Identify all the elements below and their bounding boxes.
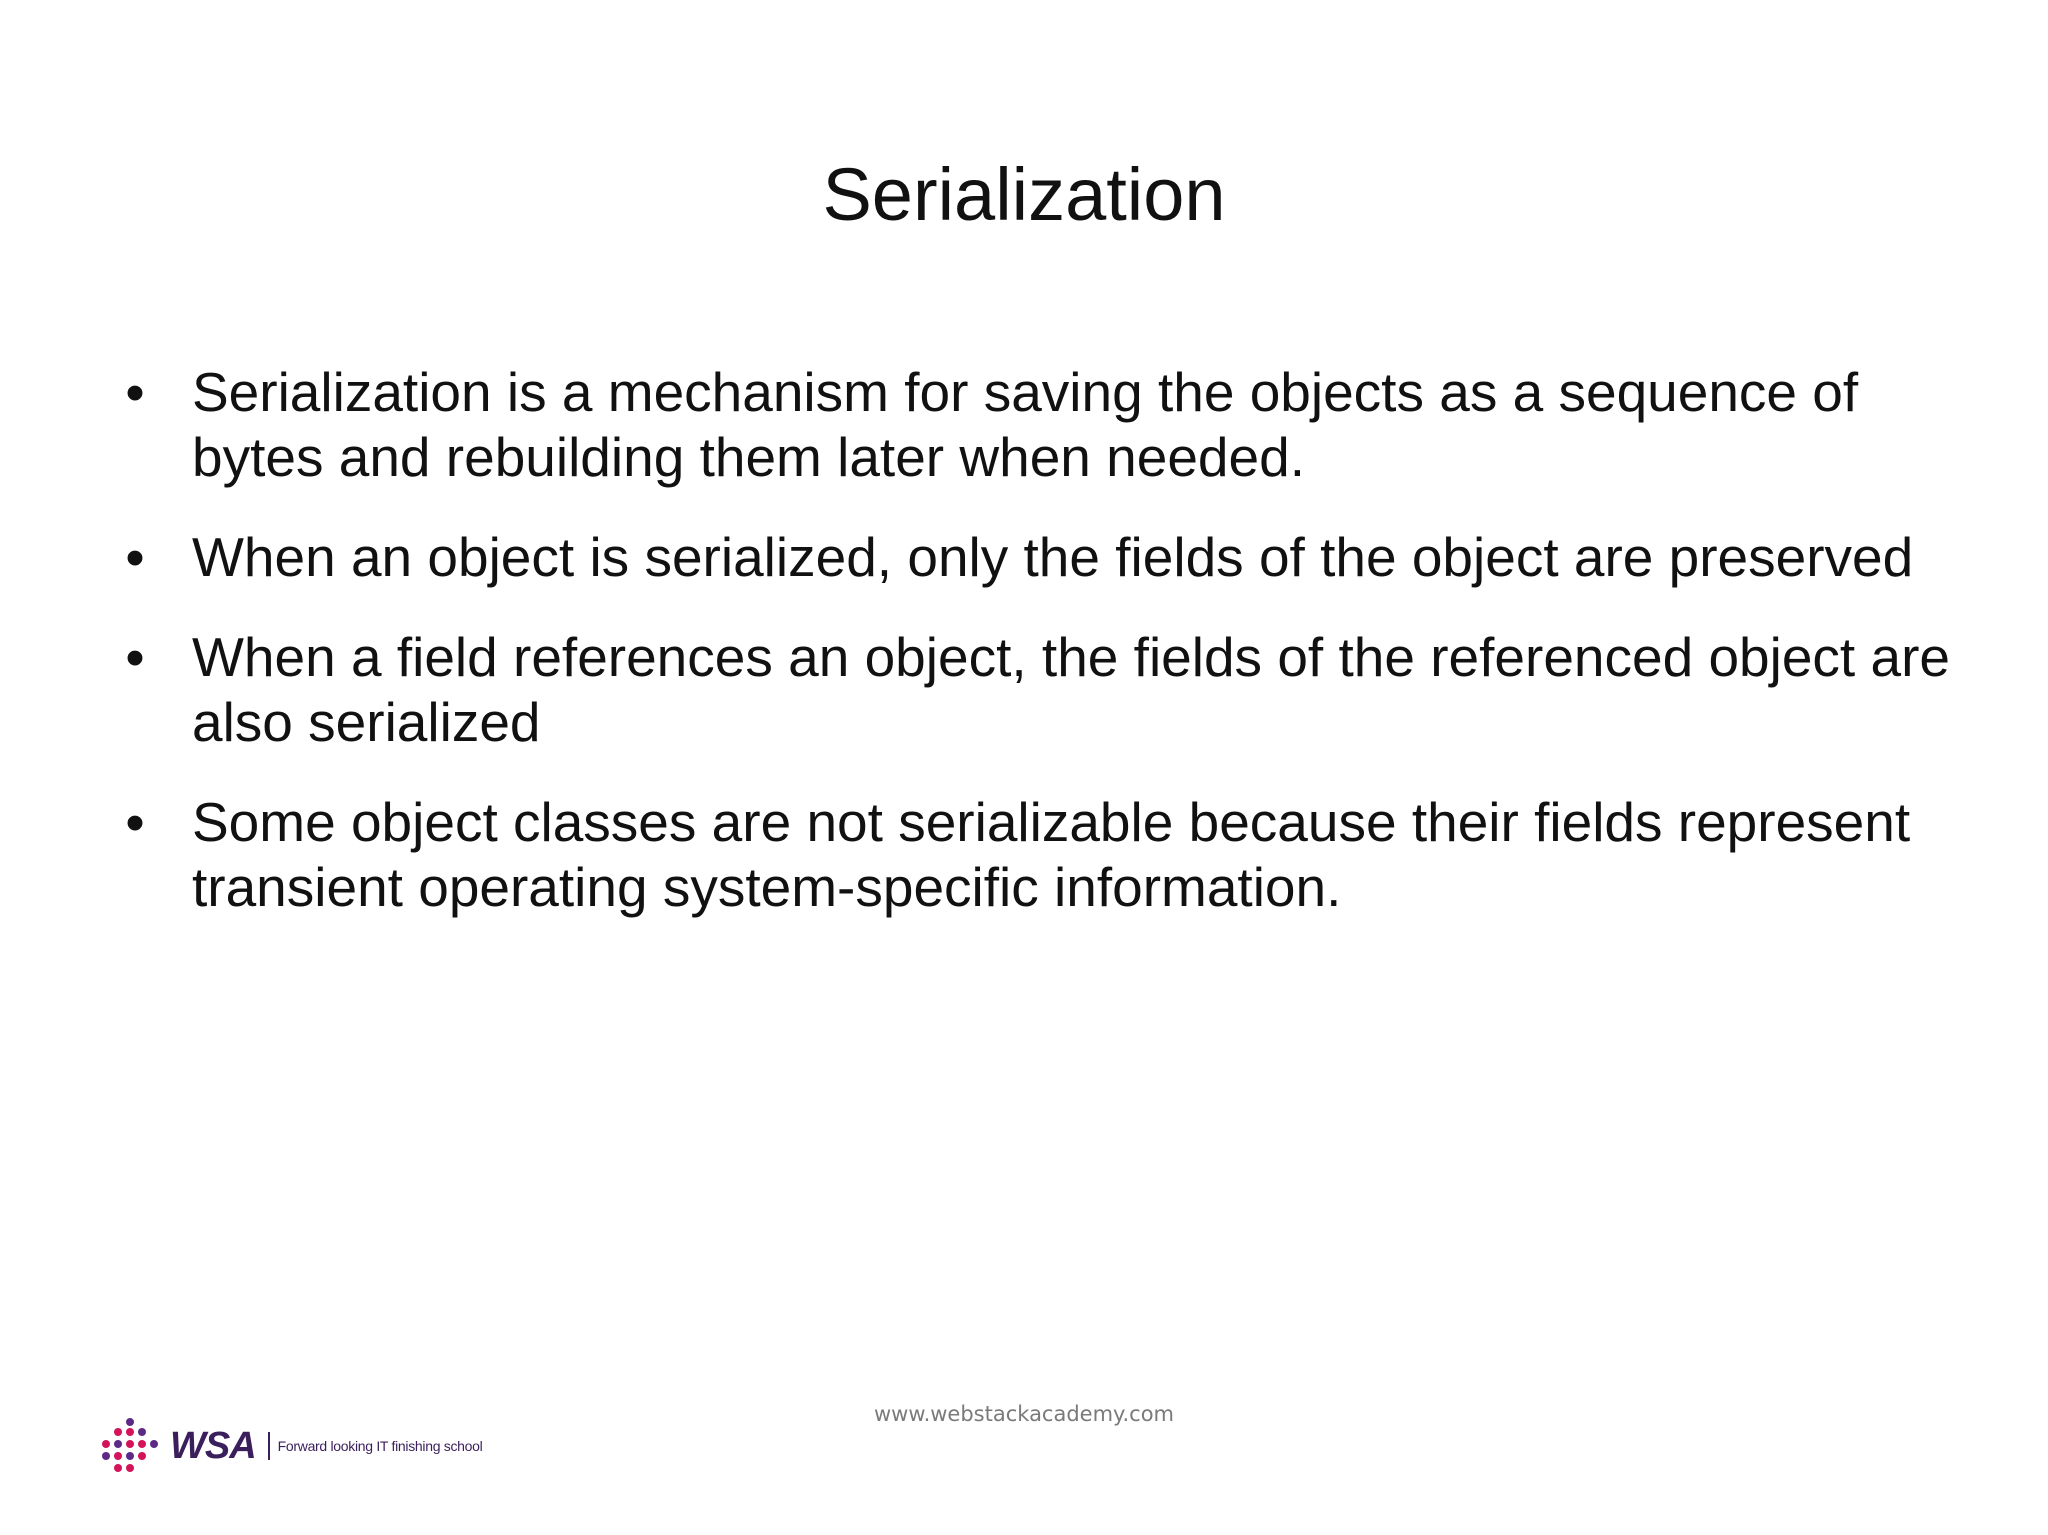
footer-url: www.webstackacademy.com: [873, 1402, 1175, 1426]
bullet-marker: •: [125, 361, 145, 423]
bullet-item: [120, 525, 1950, 590]
bullet-text: Serialization is a mechanism for saving the objects as a sequence of bytes and rebuilding them later when needed.: [192, 361, 1859, 488]
bullet-marker: •: [125, 791, 145, 853]
bullet-item: [120, 790, 1950, 920]
logo-separator: [268, 1432, 270, 1460]
logo-dots-icon: [100, 1416, 160, 1476]
bullet-list: [120, 360, 1950, 955]
wsa-logo: [100, 1416, 482, 1476]
bullet-marker: •: [125, 526, 145, 588]
bullet-item: [120, 360, 1950, 490]
bullet-text: Some object classes are not serializable because their fields represent transient operating system-specific information.: [192, 791, 1911, 918]
logo-wordmark: WSA: [170, 1425, 256, 1467]
bullet-marker: •: [125, 626, 145, 688]
bullet-text: When an object is serialized, only the fields of the object are preserved: [192, 526, 1914, 588]
logo-tagline: Forward looking IT finishing school: [277, 1438, 483, 1454]
bullet-text: When a field references an object, the fields of the referenced object are also serialized: [192, 626, 1950, 753]
bullet-item: [120, 625, 1950, 755]
slide-title: Serialization: [822, 153, 1226, 236]
